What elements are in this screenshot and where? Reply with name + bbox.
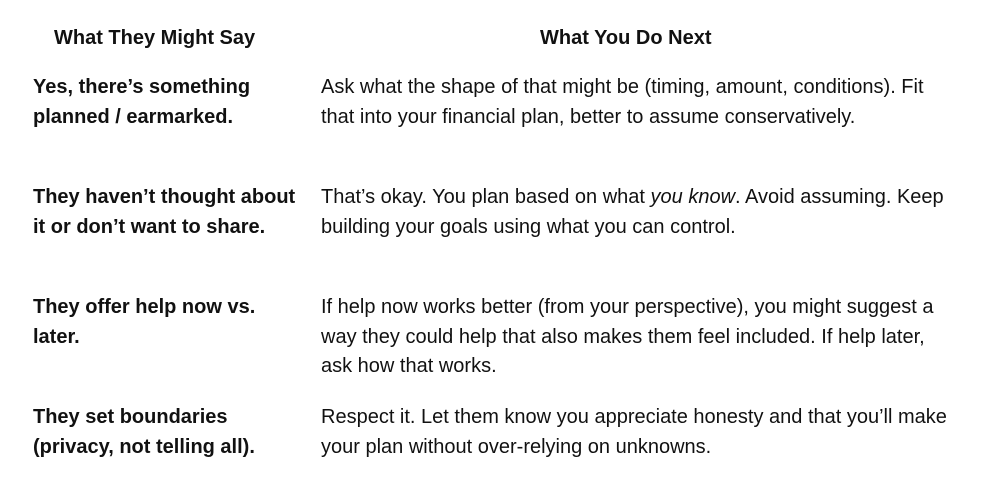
response-text-after: . Avoid assuming. Keep building your goals using what you can control.: [321, 186, 944, 238]
response-text: Ask what the shape of that might be (timing, amount, conditions). Fit that into your financial plan, better to assume conservatively.: [321, 76, 924, 128]
column-header-what-they-might-say: What They Might Say: [54, 27, 256, 49]
what-you-do-next-cell: [321, 293, 961, 382]
column-header-what-you-do-next: What You Do Next: [540, 27, 712, 49]
response-emphasis: you know: [650, 186, 736, 208]
what-you-do-next-cell: [321, 403, 961, 462]
what-they-might-say-cell: They offer help now vs. later.: [33, 296, 256, 348]
what-you-do-next-cell: [321, 183, 961, 242]
response-text: That’s okay. You plan based on what: [321, 186, 651, 208]
response-text: If help now works better (from your perspective), you might suggest a way they could help that also makes them feel included. If help later, ask how that works.: [321, 296, 934, 377]
what-you-do-next-cell: [321, 73, 961, 132]
what-they-might-say-cell: They haven’t thought about it or don’t want to share.: [33, 186, 296, 238]
response-text: Respect it. Let them know you appreciate honesty and that you’ll make your plan without over-relying on unknowns.: [321, 406, 947, 458]
what-they-might-say-cell: Yes, there’s something planned / earmarked.: [33, 76, 251, 128]
table-header-row: [0, 24, 986, 54]
what-they-might-say-cell: They set boundaries (privacy, not telling all).: [33, 406, 255, 458]
